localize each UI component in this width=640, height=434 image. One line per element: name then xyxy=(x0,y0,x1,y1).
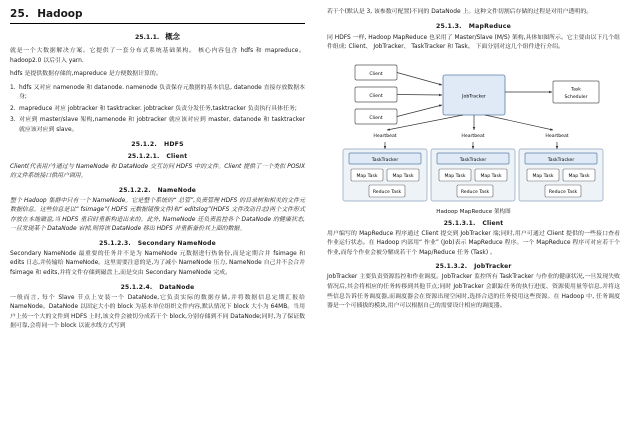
section-number: 25.1.2.3. xyxy=(99,239,131,247)
list-marker: 3. xyxy=(10,117,16,124)
jobtracker-box-label: JobTracker xyxy=(462,94,486,100)
list-item-text: hdfs 又对应 namenode 和 datanode. namenode 负责保存元数据的基本信息, datanode 直接存放数据本身; xyxy=(19,84,305,101)
map-task-label: Map Task xyxy=(568,173,590,179)
chapter-number: 25. xyxy=(10,8,30,20)
section-number: 25.1.2.2. xyxy=(118,186,151,194)
paragraph-mr-client: 用户编写的 MapReduce 程序通过 Client 提交到 JobTracker 端;同时,用户可通过 Client 提供的一些接口查看作业运行状态。在 Hadoop 内部用“ 作业” (Job)表示 MapReduce 程序。一个 MapReduce 程序可对应若干个作业,而每个作业会被分解成若干个 Map/Reduce 任务 (Task) 。 xyxy=(327,230,620,256)
list-item xyxy=(10,116,305,135)
list-marker: 2. xyxy=(10,105,16,112)
section-heading-mr-client xyxy=(327,220,620,227)
section-heading-hdfs xyxy=(10,141,305,148)
list-item-text: 对应到 master/slave 架构,namenode 和 jobtracker 就应该对应到 master, datanode 和 tasktracker 就应该对应到 slave。 xyxy=(19,117,305,133)
section-number: 25.1.2.1. xyxy=(127,152,160,160)
paragraph-namenode: 整个 Hadoop 集群中只有一个 NameNode。它是整个系统的“ 总管”,负责管理 HDFS 的目录树和相关的文件元数据信息。这些信息是以“ fsimage”( HDFS 元数据镜像文件)和“ editslog”(HDFS 文件改动日志)两个文件形式存放在本地磁盘,当 HDFS 重启时重新构造出来的。此外, NameNode 还负责监控各个 DataNode 的健康状态,一旦发现某个 DataNode 宕掉,则将该 DataNode 移出 HDFS 并重新备份其上面的数据。 xyxy=(10,197,305,233)
map-task-label: Map Task xyxy=(356,173,378,179)
section-number: 25.1.2.4. xyxy=(120,283,153,291)
map-task-label: Map Task xyxy=(444,173,466,179)
section-heading-client xyxy=(10,153,305,160)
list-item xyxy=(10,105,305,115)
heartbeat-label-3: Heartbeat xyxy=(545,133,569,139)
section-heading-jobtracker xyxy=(327,263,620,270)
section-title: NameNode xyxy=(157,186,197,194)
paragraph-secondary-namenode: Secondary NameNode 最重要的任务并不是为 NameNode 元数据进行热备份,而是定期合并 fsimage 和 edits 日志,并传输给 NameNode。这里需要注意的是,为了减小 NameNode 压力, NameNode 自己并不会合并 fsimage 和 edits,并将文件存储到磁盘上,而是交由 Secondary NameNode 完成。 xyxy=(10,250,305,276)
map-task-label: Map Task xyxy=(480,173,502,179)
paragraph-concept-1: 就是一个大数据解决方案。它提供了一套分布式系统基础架构。 核心内容包含 hdfs 和 mapreduce。hadoop2.0 以后引入 yarn. xyxy=(10,48,305,64)
chapter-heading xyxy=(10,8,305,24)
section-number: 25.1.3.2. xyxy=(435,263,468,271)
section-heading-datanode xyxy=(10,284,305,291)
section-title: HDFS xyxy=(163,140,184,148)
left-column xyxy=(10,8,315,428)
section-title: 概念 xyxy=(165,32,181,41)
paragraph-client: Client(代表用户)通过与 NameNode 和 DataNode 交互访问 HDFS 中的文件。Client 提供了一个类似 POSIX 的文件系统接口供用户调用。 xyxy=(10,163,305,180)
section-title: JobTracker xyxy=(474,263,512,271)
section-heading-mapreduce xyxy=(327,23,620,30)
section-heading-secondary-namenode xyxy=(10,240,305,247)
paragraph-datanode: 一般而言, 每个 Slave 节点上安装一个 DataNode,它负责实际的数据存储,并将数据信息定期汇报给 NameNode。DataNode 以固定大小的 block 为基本单位组织文件内容,默认情况下 block 大小为 64MB。当用户上传一个大的文件到 HDFS 上时,该文件会被切分成若干个 block,分别存储到不同 DataNode;同时,为了保证数据可靠,会将同一个 block 以流水线方式写到 xyxy=(10,294,305,330)
section-number: 25.1.2. xyxy=(131,140,157,148)
task-scheduler-box-label-2: Scheduler xyxy=(564,94,588,100)
tasktracker-box-label-1: TaskTracker xyxy=(371,157,399,163)
section-heading-namenode xyxy=(10,187,305,194)
paragraph-mapreduce-intro: 同 HDFS 一样, Hadoop MapReduce 也采用了 Master/Slave (M/S) 架构,具体如图所示。它主要由以下几个组件组成: Client、 JobTracker、 TaskTracker 和 Task。 下面分别对这几个组件进行介绍。 xyxy=(327,34,620,51)
heartbeat-label-2: Heartbeat xyxy=(461,133,485,139)
paragraph-datanode-cont: 若干个(默认是 3, 该参数可配置)不同的 DataNode 上。这种文件切割后存储的过程是对用户透明的。 xyxy=(327,9,593,15)
section-number: 25.1.3. xyxy=(436,22,462,30)
section-title: Client xyxy=(166,152,188,160)
right-column xyxy=(315,8,620,428)
concept-list xyxy=(10,84,305,136)
section-heading-concept xyxy=(10,31,305,42)
section-title: DataNode xyxy=(159,283,195,291)
list-item xyxy=(10,84,305,103)
client-box-label-1: Client xyxy=(369,71,383,77)
section-number: 25.1.3.1. xyxy=(443,219,476,227)
heartbeat-label-1: Heartbeat xyxy=(373,133,397,139)
section-title: MapReduce xyxy=(468,22,511,30)
map-task-label: Map Task xyxy=(532,173,554,179)
paragraph-jobtracker: JobTracker 主要负责资源监控和作业调度。JobTracker 监控所有 TaskTracker 与作业的健康状况,一旦发现失败情况后,其会将相应的任务转移到其他节点;同时 JobTracker 会跟踪任务的执行进度、资源使用量等信息,并将这些信息告诉任务调度器,而调度器会在资源出现空闲时,选择合适的任务使用这些资源。在 Hadoop 中, 任务调度器是一个可插拔的模块,用户可以根据自己的需要设计相应的调度器。 xyxy=(327,274,620,310)
reduce-task-label: Reduce Task xyxy=(548,189,578,195)
list-marker: 1. xyxy=(10,84,16,91)
reduce-task-label: Reduce Task xyxy=(372,189,402,195)
tasktracker-box-label-3: TaskTracker xyxy=(547,157,575,163)
client-box-label-2: Client xyxy=(369,93,383,99)
task-scheduler-box-label-1: Task xyxy=(571,87,581,93)
map-task-label: Map Task xyxy=(392,173,414,179)
tasktracker-box-label-2: TaskTracker xyxy=(459,157,487,163)
chapter-title: Hadoop xyxy=(37,8,83,20)
section-number: 25.1.1. xyxy=(134,34,160,41)
section-title: Secondary NameNode xyxy=(137,239,216,247)
client-box-label-3: Client xyxy=(369,115,383,121)
mapreduce-architecture-diagram xyxy=(325,57,620,209)
paragraph-concept-2: hdfs 是提供数据存储的,mapreduce 是方便数据计算的。 xyxy=(10,71,162,78)
list-item-text: mapreduce 对应 jobtracker 和 tasktracker. jobtracker 负责分发任务,tasktracker 负责执行具体任务; xyxy=(19,105,297,112)
section-title: Client xyxy=(482,219,504,227)
diagram-caption: Hadoop MapReduce 架构图 xyxy=(436,208,511,215)
reduce-task-label: Reduce Task xyxy=(460,189,490,195)
